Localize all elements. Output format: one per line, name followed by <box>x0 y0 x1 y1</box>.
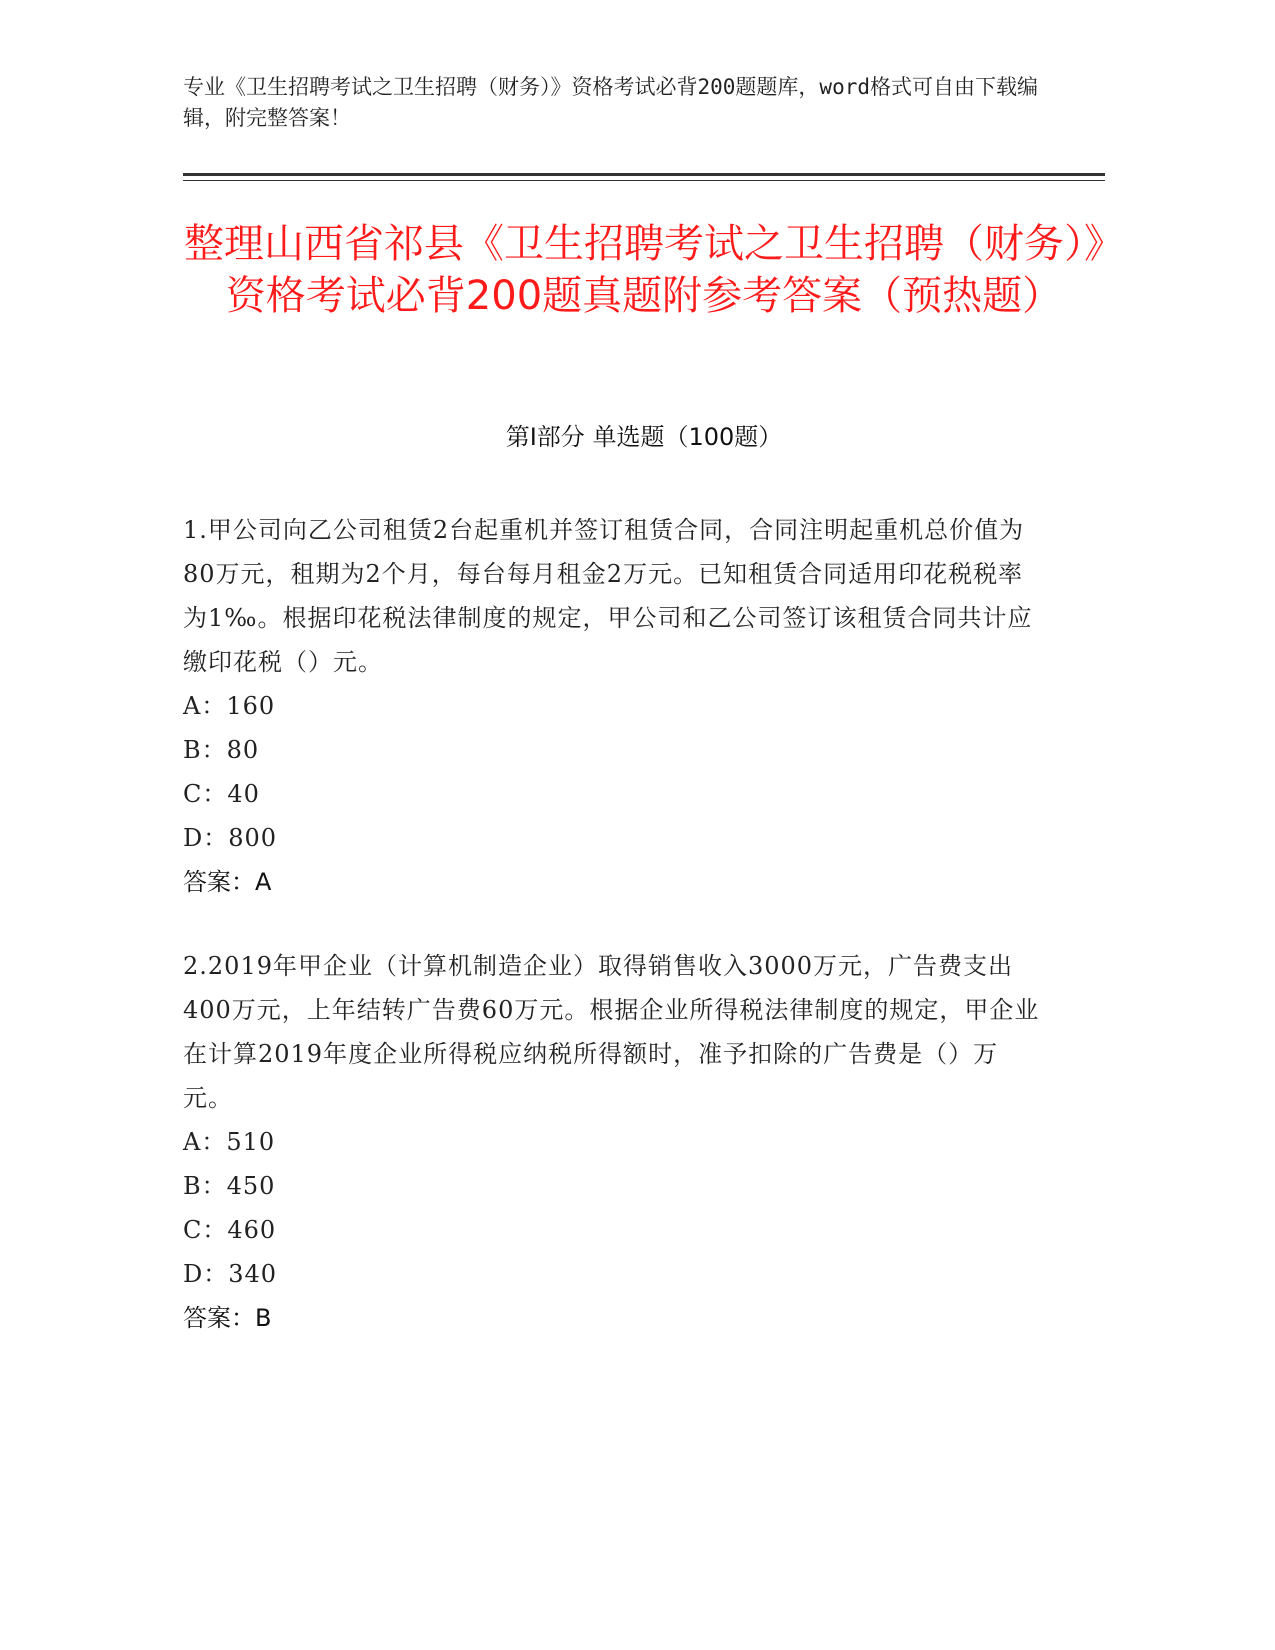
option-d: D：340 <box>183 1260 278 1288</box>
option-a: A：510 <box>183 1128 276 1156</box>
question-1 <box>183 508 1043 904</box>
option-c: C：40 <box>183 780 260 808</box>
option-d: D：800 <box>183 824 278 852</box>
question-stem: 2.2019年甲企业（计算机制造企业）取得销售收入3000万元，广告费支出400万元，上年结转广告费60万元。根据企业所得税法律制度的规定，甲企业在计算2019年度企业所得税应纳税所得额时，准予扣除的广告费是（）万元。 <box>183 952 1040 1112</box>
document-title: 整理山西省祁县《卫生招聘考试之卫生招聘（财务）》资格考试必背200题真题附参考答案（预热题） <box>184 221 1104 319</box>
option-b: B：80 <box>183 736 260 764</box>
option-b: B：450 <box>183 1172 276 1200</box>
section-title: 第I部分 单选题（100题） <box>505 423 783 451</box>
option-a: A：160 <box>183 692 276 720</box>
header-rule-thin <box>183 180 1105 181</box>
answer: 答案：B <box>183 1304 272 1332</box>
option-c: C：460 <box>183 1216 277 1244</box>
answer: 答案：A <box>183 868 272 896</box>
question-2 <box>183 944 1043 1340</box>
header-rule-thick <box>183 173 1105 176</box>
question-stem: 1.甲公司向乙公司租赁2台起重机并签订租赁合同，合同注明起重机总价值为80万元，租期为2个月，每台每月租金2万元。已知租赁合同适用印花税税率为1‰。根据印花税法律制度的规定，甲公司和乙公司签订该租赁合同共计应缴印花税（）元。 <box>183 516 1033 676</box>
header-note: 专业《卫生招聘考试之卫生招聘（财务）》资格考试必背200题题库，word格式可自由下载编辑，附完整答案！ <box>183 75 1038 130</box>
